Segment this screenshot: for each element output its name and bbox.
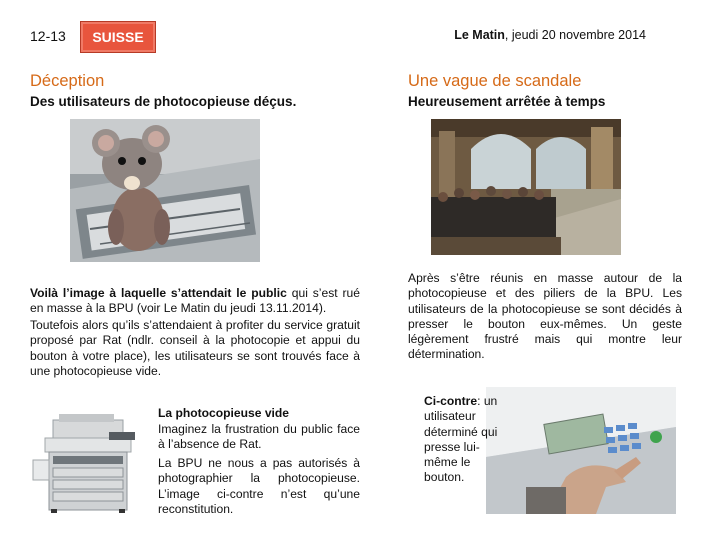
- right-paragraph-1: Après s’être réunis en masse autour de la photocopieuse et des piliers de la BPU. Les utilisateurs de la photocopieuse se sont décidés à presser le bouton eux-mêmes. Un geste légèrement frustré mais qui montre leur détermination.: [408, 271, 682, 362]
- right-caption-rest: : un utilisateur déterminé qui presse lui-même le bouton.: [424, 394, 498, 485]
- left-paragraph-2: Toutefois alors qu’ils s’attendaient à profiter du service gratuit proposé par Rat (ndlr. conseil à la photocopie et appui du bouton à votre place), les utilisateurs se sont trouvés face à une photocopieuse vide.: [30, 318, 360, 378]
- page-number: 12-13: [30, 28, 66, 44]
- paper-name: Le Matin: [454, 28, 505, 42]
- right-caption: [424, 394, 510, 486]
- right-caption-bold: Ci-contre: [424, 394, 478, 408]
- issue-date: , jeudi 20 novembre 2014: [504, 28, 646, 42]
- rat-on-photocopier-photo: [70, 119, 260, 262]
- user-pressing-button-photo: [486, 387, 676, 514]
- masthead: [454, 28, 646, 42]
- left-subhead: Des utilisateurs de photocopieuse déçus.: [30, 94, 297, 109]
- sidebar-paragraph-1: Imaginez la frustration du public face à l’absence de Rat.: [158, 422, 360, 452]
- left-p1-rest: qui s’est rué en masse à la BPU (voir Le Matin du jeudi 13.11.2014).: [30, 286, 360, 316]
- right-subhead: Heureusement arrêtée à temps: [408, 94, 606, 109]
- section-badge: SUISSE: [80, 21, 156, 53]
- sidebar-title: La photocopieuse vide: [158, 406, 290, 420]
- crowd-in-library-photo: [431, 119, 621, 255]
- right-headline: Une vague de scandale: [408, 72, 582, 90]
- left-paragraph-1: [30, 286, 360, 317]
- left-p1-bold: Voilà l’image à laquelle s’attendait le public: [30, 286, 287, 300]
- sidebar-paragraph-2: La BPU ne nous a pas autorisés à photographier la photocopieuse. L’image ci-contre n’est qu’une reconstitution.: [158, 456, 360, 516]
- left-headline: Déception: [30, 72, 105, 90]
- photocopier-photo: [31, 410, 146, 515]
